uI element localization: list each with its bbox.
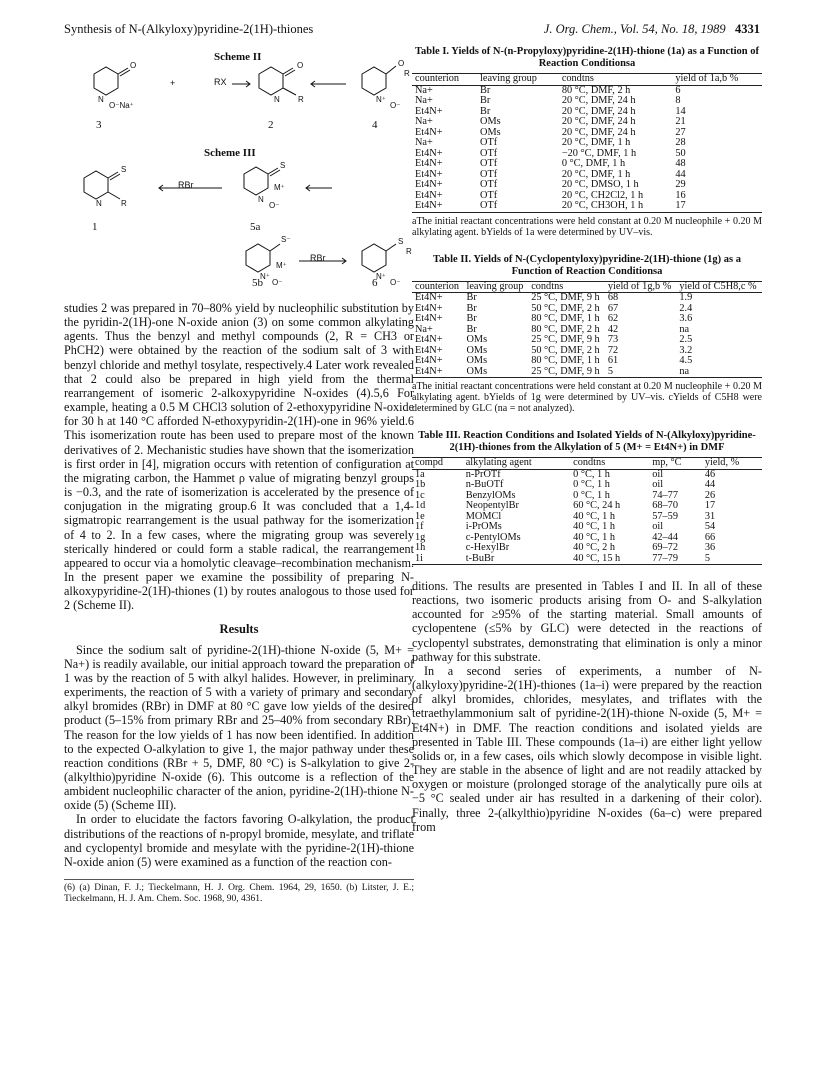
table-cell: 40 °C, 1 h (573, 531, 616, 543)
table-cell: t-BuBr (463, 554, 570, 565)
table-cell: OMs (480, 126, 501, 138)
table-cell: 2.5 (679, 334, 693, 345)
table-2 (412, 254, 762, 415)
table-cell: 5 (605, 367, 677, 378)
table-cell: n-PrOTf (465, 468, 501, 480)
table-cell: 57–59 (652, 510, 678, 522)
table-2-header: counterion (412, 281, 463, 293)
table-cell: na (676, 367, 762, 378)
table-cell: OTf (480, 189, 498, 201)
reagent-rbr-1: RBr (178, 180, 194, 190)
table-cell: 20 °C, DMSO, 1 h (561, 179, 639, 190)
table-3-header: compd (412, 458, 463, 470)
compound-label-5a: 5a (250, 221, 261, 233)
reaction-schemes (64, 46, 414, 291)
table-cell: Et4N+ (415, 158, 443, 169)
table-cell: 80 °C, DMF, 1 h (531, 355, 600, 366)
table-row (412, 543, 762, 554)
table-cell: 44 (675, 168, 686, 180)
svg-text:N: N (98, 95, 104, 104)
table-cell: 67 (607, 302, 619, 314)
table-3-grid (412, 457, 762, 565)
svg-text:S⁻: S⁻ (281, 235, 291, 244)
svg-text:S: S (121, 165, 127, 174)
svg-text:N: N (96, 199, 102, 208)
table-cell: na (679, 323, 690, 335)
table-row (412, 293, 762, 304)
table-cell: Br (480, 95, 491, 106)
table-cell: 2.4 (679, 302, 693, 314)
table-2-header: leaving group (463, 281, 528, 293)
table-cell: 46 (704, 468, 716, 480)
table-cell: 25 °C, DMF, 9 h (531, 334, 600, 345)
svg-text:N: N (258, 195, 264, 204)
table-cell: BenzylOMs (465, 489, 516, 501)
right-column (412, 46, 762, 834)
table-cell: NeopentylBr (465, 500, 519, 511)
table-cell: 20 °C, CH3OH, 1 h (559, 201, 673, 212)
table-cell: 68–70 (652, 500, 678, 511)
pyridine-ring-6 (362, 244, 386, 272)
plus-sign: + (170, 78, 176, 88)
journal-citation: J. Org. Chem., Vol. 54, No. 18, 1989 4331 (543, 22, 760, 36)
table-cell: OMs (466, 334, 488, 345)
table-1-header: leaving group (477, 74, 559, 86)
table-cell: 31 (704, 510, 716, 522)
svg-text:O⁻: O⁻ (269, 201, 280, 210)
table-cell: Br (480, 84, 491, 96)
table-cell: Na+ (415, 84, 433, 96)
compound-label-3: 3 (96, 119, 102, 131)
table-2-header: yield of C5H8,c % (676, 281, 762, 293)
table-cell: 25 °C, DMF, 9 h (528, 367, 605, 378)
results-heading: Results (219, 622, 259, 637)
svg-text:N⁺: N⁺ (376, 272, 386, 281)
table-cell: 62 (607, 313, 619, 324)
page-header (64, 22, 760, 38)
table-cell: 80 °C, DMF, 1 h (531, 313, 600, 324)
table-row (412, 138, 762, 149)
table-1-header: yield of 1a,b % (672, 74, 762, 86)
table-cell: 40 °C, 15 h (570, 554, 649, 565)
table-cell: oil (652, 468, 664, 480)
table-row (412, 201, 762, 212)
table-1-grid (412, 73, 762, 213)
table-cell: 40 °C, 1 h (573, 521, 616, 532)
left-column (64, 46, 414, 905)
svg-text:O: O (130, 61, 137, 70)
table-cell: Et4N+ (415, 179, 443, 190)
table-3-header: condtns (570, 458, 649, 470)
table-cell: Et4N+ (415, 105, 443, 117)
svg-text:O: O (398, 59, 405, 68)
svg-text:O: O (297, 61, 304, 70)
table-cell: 8 (675, 95, 681, 106)
table-row (412, 180, 762, 191)
table-cell: 50 (675, 147, 686, 159)
table-cell: 54 (704, 521, 716, 532)
table-cell: 60 °C, 24 h (573, 500, 621, 511)
table-2-grid (412, 281, 762, 379)
reagent-rbr-2: RBr (310, 253, 326, 263)
compound-label-4: 4 (372, 119, 378, 131)
table-1-note: aThe initial reactant concentrations were held constant at 0.20 M nucleophile + 0.20 M alkylating agent. bYields of 1a were determined by UV–vis. (412, 215, 762, 238)
table-cell: 74–77 (652, 489, 678, 501)
pyridine-ring-2 (259, 67, 283, 95)
footnote-6: (6) (a) Dinan, F. J.; Tieckelmann, H. J. Org. Chem. 1964, 29, 1650. (b) Litster, J. E.; Tieckelmann, H. J. Am. Chem. Soc. 1968, 90, 4361. (64, 879, 414, 905)
table-cell: c-HexylBr (465, 542, 510, 553)
svg-text:N: N (274, 95, 280, 104)
table-cell: 48 (675, 158, 686, 169)
table-cell: Na+ (415, 116, 433, 127)
svg-text:R: R (298, 95, 304, 104)
svg-text:S: S (280, 161, 286, 170)
table-cell: 20 °C, CH2Cl2, 1 h (561, 189, 644, 201)
table-cell: 36 (704, 542, 716, 553)
svg-text:M⁺: M⁺ (274, 183, 285, 192)
table-cell: 17 (704, 500, 716, 511)
compound-label-2: 2 (268, 119, 274, 131)
table-cell: 1c (415, 489, 425, 501)
table-cell: 1i (412, 554, 463, 565)
table-cell: 40 °C, 2 h (573, 542, 616, 553)
table-cell: Et4N+ (415, 147, 443, 159)
table-cell: Et4N+ (415, 334, 443, 345)
svg-text:O⁻Na⁺: O⁻Na⁺ (109, 101, 134, 110)
table-cell: 0 °C, DMF, 1 h (561, 158, 626, 169)
table-cell: i-PrOMs (465, 521, 502, 532)
pyridine-ring-1 (84, 171, 108, 199)
scheme-drawings (64, 46, 414, 291)
table-cell: 3.6 (679, 313, 693, 324)
table-cell: 1d (415, 500, 426, 511)
table-row (412, 522, 762, 533)
svg-text:R: R (406, 247, 412, 256)
table-2-header: yield of 1g,b % (605, 281, 677, 293)
svg-text:R: R (121, 199, 127, 208)
table-cell: 1h (415, 542, 426, 553)
table-cell: 17 (672, 201, 762, 212)
svg-text:S: S (398, 237, 404, 246)
table-cell: Et4N+ (415, 344, 443, 356)
table-cell: OMs (466, 355, 488, 366)
table-row (412, 501, 762, 512)
table-cell: 73 (607, 334, 619, 345)
table-cell: Et4N+ (415, 292, 443, 303)
table-cell: 0 °C, 1 h (573, 489, 610, 501)
table-cell: Et4N+ (412, 367, 463, 378)
left-paragraph-2: Since the sodium salt of pyridine-2(1H)-thione N-oxide (5, M+ = Na+) is readily available, our initial approach toward the preparation of 1 was by the reaction of 5 with alkyl halides. However, in preliminary experiments, the reaction of 5 with a variety of primary and secondary alkyl bromides (RBr) in DMF at 80 °C gave low yields of the desired product (5–15% from primary RBr and 25–40% from secondary RBr). The reason for the low yields of 1 has now been identified. In addition to the expected O-alkylation to give 1, the major pathway under these reaction conditions (RBr + 5, DMF, 80 °C) is S-alkylation to give 2-(alkylthio)pyridine N-oxide (6). This outcome is a reflection of the ambident nucleophilic character of the anion, pyridine-2(1H)-thione N-oxide (5) (Scheme III). (64, 642, 414, 813)
table-cell: Et4N+ (415, 355, 443, 366)
svg-text:O⁻: O⁻ (390, 101, 401, 110)
table-2-header: condtns (528, 281, 605, 293)
table-cell: Br (466, 323, 477, 335)
table-row (412, 335, 762, 346)
table-2-note: aThe initial reactant concentrations were held constant at 0.20 M nucleophile + 0.20 M alkylating agent. bYields of 1g were determined by UV–vis. cYields of C5H8 were determined by GLC (na = not analyzed). (412, 381, 762, 414)
table-1-caption: Table I. Yields of N-(n-Propyloxy)pyridine-2(1H)-thione (1a) as a Function of Reaction Conditionsa (415, 46, 759, 69)
running-title: Synthesis of N-(Alkyloxy)pyridine-2(1H)-thiones (64, 22, 314, 36)
table-3-caption: Table III. Reaction Conditions and Isolated Yields of N-(Alkyloxy)pyridine-2(1H)-thiones from the Alkylation of 5 (M+ = Et4N+) in DMF (418, 430, 756, 453)
table-cell: 27 (675, 126, 686, 138)
left-paragraph-1: studies 2 was prepared in 70–80% yield by nucleophilic substitution by the pyridin-2(1H)-one N-oxide anion (3) on some common alkylating agents. Thus the benzyl and methyl compounds (2, R = CH3 or PhCH2) were obtained by the reaction of the sodium salt of 3 with benzyl chloride and methyl tosylate, respectively.4 Later work revealed that 2 could also be prepared in high yield from the thermal rearrangement of isomeric 2-alkoxypyridine N-oxides (4).5,6 For example, heating a 0.5 M CHCl3 solution of 2-ethoxypyridine N-oxide for 30 h at 140 °C afforded N-ethoxypyridin-2(1H)-one in 96% yield.6 This isomerization route has been used to prepare most of the known derivatives of 2. Mechanistic studies have shown that the isomerization is first order in [4], migration occurs with retention of configuration at the migrating carbon, the Hammet ρ value of migrating benzyl groups is −0.3, and the rate of isomerization is accelerated by the presence of conjugation in the migrating group.6 It was concluded that a 1,4-sigmatropic rearrangement is the usual pathway for the isomerization of 4 to 2. In a few cases, where the migrating group was severely sterically hindered or could form a stable radical, the rearrangement appeared to occur via a homolytic cleavage–recombination mechanism. In the present paper we examine the possibility of preparing N-alkoxypyridine-2(1H)-thiones (1) by routes analogous to those used for 2 (Scheme II). (64, 301, 414, 613)
table-cell: 1f (415, 521, 424, 532)
table-cell: 20 °C, DMF, 24 h (561, 105, 636, 117)
svg-text:N⁺: N⁺ (260, 272, 270, 281)
table-cell: 14 (675, 105, 686, 117)
pyridine-ring-5b (246, 244, 270, 272)
table-cell: 20 °C, DMF, 1 h (561, 168, 631, 180)
table-cell: Na+ (415, 137, 433, 148)
table-2-caption: Table II. Yields of N-(Cyclopentyloxy)pyridine-2(1H)-thione (1g) as a Function of Reaction Conditionsa (433, 253, 741, 277)
scheme-2-title: Scheme II (214, 51, 262, 63)
table-cell: 25 °C, DMF, 9 h (531, 292, 600, 303)
table-cell: 1.9 (679, 292, 693, 303)
table-cell: Et4N+ (415, 126, 443, 138)
table-cell: OMs (463, 367, 528, 378)
table-1 (412, 46, 762, 238)
table-cell: OMs (480, 116, 501, 127)
table-cell: 61 (607, 355, 619, 366)
table-cell: 50 °C, DMF, 2 h (531, 344, 600, 356)
table-cell: 3.2 (679, 344, 693, 356)
table-cell: OTf (480, 168, 498, 180)
table-3-header: yield, % (702, 458, 762, 470)
table-cell: OMs (466, 344, 488, 356)
table-cell: 29 (675, 179, 686, 190)
scheme-3-title: Scheme III (204, 147, 256, 159)
table-cell: 1b (415, 479, 426, 490)
table-cell: OTf (480, 179, 498, 190)
table-cell: oil (652, 521, 664, 532)
table-cell: 80 °C, DMF, 2 h (561, 84, 631, 96)
table-cell: OTf (480, 137, 498, 148)
table-row (412, 367, 762, 378)
table-row (412, 356, 762, 367)
table-row (412, 159, 762, 170)
pyridine-ring-3 (94, 67, 118, 95)
svg-text:O⁻: O⁻ (272, 278, 283, 287)
table-cell: 20 °C, DMF, 24 h (561, 126, 636, 138)
svg-text:N⁺: N⁺ (376, 95, 386, 104)
table-cell: −20 °C, DMF, 1 h (561, 147, 637, 159)
left-paragraph-3: In order to elucidate the factors favoring O-alkylation, the product distributions of the reactions of n-propyl bromide, mesylate, and triflate and cyclopentyl bromide and mesylate with the pyridine-2(1H)-thione N-oxide anion (5) were examined as a function of the reaction con- (64, 812, 414, 869)
table-3-header: mp, °C (649, 458, 702, 470)
svg-text:O⁻: O⁻ (390, 278, 401, 287)
table-cell: Et4N+ (415, 313, 443, 324)
table-cell: 77–79 (649, 554, 702, 565)
table-cell: 0 °C, 1 h (573, 479, 610, 490)
table-row (412, 480, 762, 491)
table-row (412, 96, 762, 107)
table-cell: 42–44 (652, 531, 678, 543)
table-cell: oil (652, 479, 664, 490)
table-cell: 1g (415, 531, 426, 543)
svg-text:R: R (404, 69, 410, 78)
table-cell: OTf (480, 147, 498, 159)
reagent-rx: RX (214, 77, 227, 87)
right-paragraph-1: ditions. The results are presented in Tables I and II. In all of these reactions, two isomeric products arising from O- and S-alkylation accounted for ≥95% of the starting material. Small amounts of cyclopentene (≤5% by GLC) were detected in the reactions of cyclopentyl substrates, demonstrating that elimination is only a minor pathway for this substrate. (412, 579, 762, 664)
table-cell: 28 (675, 137, 686, 148)
table-1-header: condtns (559, 74, 673, 86)
table-cell: 80 °C, DMF, 2 h (531, 323, 600, 335)
table-cell: 42 (607, 323, 619, 335)
table-3-header: alkylating agent (463, 458, 570, 470)
table-cell: 1a (415, 468, 425, 480)
table-cell: 6 (675, 84, 681, 96)
table-cell: 21 (675, 116, 686, 127)
table-cell: 20 °C, DMF, 24 h (561, 116, 636, 127)
table-cell: Br (480, 105, 491, 117)
table-cell: 50 °C, DMF, 2 h (531, 302, 600, 314)
compound-label-5b: 5b (252, 277, 263, 289)
table-cell: Br (466, 313, 477, 324)
table-cell: MOMCl (465, 510, 502, 522)
pyridine-ring-5a (244, 167, 268, 195)
table-cell: 69–72 (652, 542, 678, 553)
table-3 (412, 430, 762, 565)
table-cell: 5 (702, 554, 762, 565)
compound-label-6: 6 (372, 277, 378, 289)
table-cell: 72 (607, 344, 619, 356)
table-cell: Et4N+ (415, 168, 443, 180)
table-cell: 40 °C, 1 h (573, 510, 616, 522)
table-cell: 44 (704, 479, 716, 490)
table-1-header: counterion (412, 74, 477, 86)
table-cell: Na+ (415, 323, 433, 335)
table-row (412, 117, 762, 128)
table-cell: OTf (477, 201, 559, 212)
table-cell: n-BuOTf (465, 479, 504, 490)
table-cell: Et4N+ (412, 201, 477, 212)
table-row (412, 554, 762, 565)
table-cell: 66 (704, 531, 716, 543)
table-cell: 1e (415, 510, 425, 522)
compound-label-1: 1 (92, 221, 98, 233)
table-cell: 68 (607, 292, 619, 303)
page-number: 4331 (735, 22, 760, 36)
right-paragraph-2: In a second series of experiments, a number of N-(alkyloxy)pyridine-2(1H)-thiones (1a–i) were prepared by the reaction of alkyl bromides, chlorides, mesylates, and triflates with the tetraethylammonium salt of pyridine-2(1H)-thione N-oxide (5, M+ = Et4N+) in DMF. The reaction conditions and isolated yields are presented in Table III. These compounds (1a–i) are either light yellow solids or, in a few cases, oils which slowly decompose in visible light. They are stable in the absence of light and are not readily attacked by oxygen or moisture (prolonged storage of the analytically pure oils at −5 °C sealed under air has resulted in a darkening of their color). Finally, three 2-(alkylthio)pyridine N-oxides (6a–c) were prepared from (412, 663, 762, 834)
svg-text:M⁺: M⁺ (276, 261, 287, 270)
table-row (412, 314, 762, 325)
table-cell: Et4N+ (415, 302, 443, 314)
table-cell: Et4N+ (415, 189, 443, 201)
table-cell: Na+ (415, 95, 433, 106)
table-cell: Br (466, 292, 477, 303)
table-cell: 20 °C, DMF, 24 h (561, 95, 636, 106)
table-cell: Br (466, 302, 477, 314)
table-cell: 20 °C, DMF, 1 h (561, 137, 631, 148)
pyridine-ring-4 (362, 67, 386, 95)
table-cell: 0 °C, 1 h (573, 468, 610, 480)
table-cell: 26 (704, 489, 716, 501)
table-cell: 4.5 (679, 355, 693, 366)
table-cell: c-PentylOMs (465, 531, 521, 543)
table-cell: OTf (480, 158, 498, 169)
table-cell: 16 (675, 189, 686, 201)
